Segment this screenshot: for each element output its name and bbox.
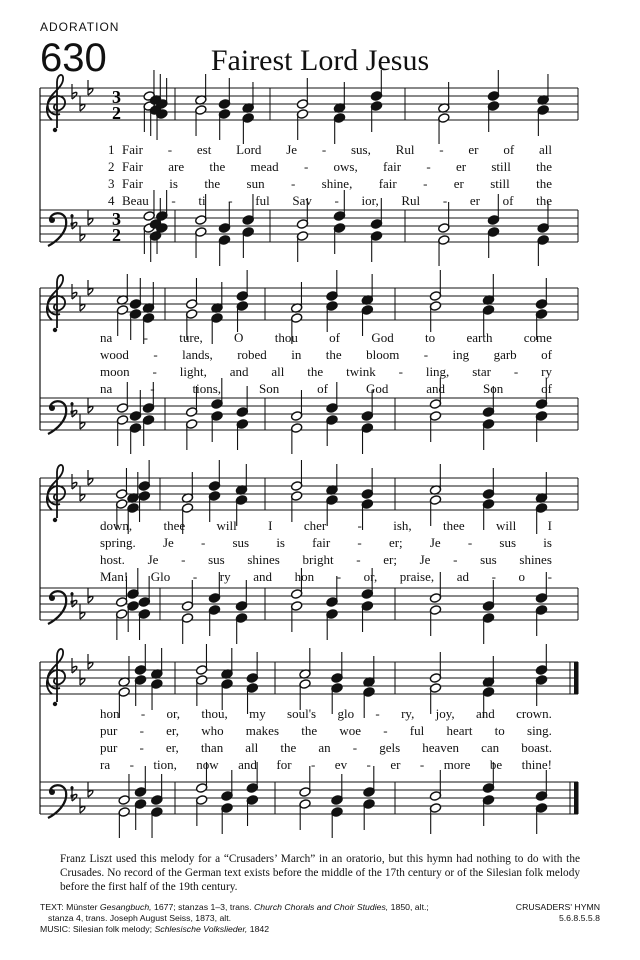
lyric-syllable: ing <box>452 347 470 362</box>
lyric-line <box>100 740 552 756</box>
lyric-syllable: of <box>329 330 341 345</box>
lyric-syllable: sus <box>208 552 225 567</box>
lyric-syllable: - <box>426 159 431 174</box>
lyric-syllable: thee <box>163 518 186 533</box>
lyric-line <box>100 569 552 585</box>
lyric-syllable: spring. <box>100 535 136 550</box>
lyric-syllable: light, <box>179 364 207 379</box>
lyric-syllable: - <box>357 518 362 533</box>
lyric-syllable: for <box>276 757 292 772</box>
lyric-line <box>100 552 552 568</box>
lyric-syllable: are <box>168 159 185 174</box>
lyric-syllable: crown. <box>516 706 552 721</box>
lyric-syllable: Fair <box>122 159 143 174</box>
lyric-line <box>100 535 552 551</box>
lyric-syllable: of <box>502 193 514 208</box>
lyric-syllable: - <box>453 552 458 567</box>
lyric-syllable: star <box>472 364 491 379</box>
lyric-syllable: - <box>336 569 342 584</box>
lyric-syllable: is <box>276 535 285 550</box>
lyric-syllable: ture, <box>179 330 203 345</box>
lyric-syllable: Glo <box>150 569 171 584</box>
lyric-syllable: soul's <box>287 706 317 721</box>
lyric-syllable: gels <box>379 740 401 755</box>
lyric-syllable: na <box>100 330 113 345</box>
lyric-syllable: twink <box>346 364 376 379</box>
lyric-syllable: Je <box>419 552 431 567</box>
lyric-syllable: hon <box>294 569 315 584</box>
lyric-syllable: ling, <box>425 364 450 379</box>
lyric-syllable: - <box>419 757 425 772</box>
lyric-syllable: Son <box>258 381 280 396</box>
lyric-syllable: of <box>541 347 552 362</box>
lyric-syllable: will <box>216 518 237 533</box>
lyric-syllable: - <box>375 706 380 721</box>
lyric-syllable: the <box>280 740 297 755</box>
lyric-syllable: cher <box>303 518 327 533</box>
lyric-syllable: - <box>150 381 155 396</box>
lyric-syllable: - <box>398 364 403 379</box>
lyric-syllable: than <box>200 740 224 755</box>
lyric-syllable: still <box>491 159 511 174</box>
lyric-syllable: ry <box>219 569 231 584</box>
credits: TEXT: Münster Gesangbuch, 1677; stanzas 1–3, trans. Church Chorals and Choir Studies, 1850, alt.; stanza 4, trans. Joseph August Seiss, 1873, alt. MUSIC: Silesian folk melody; Schlesische Volkslieder, 1842 <box>40 902 429 934</box>
lyric-syllable: - <box>152 364 157 379</box>
lyric-syllable: - <box>167 142 173 157</box>
lyric-syllable: of <box>317 381 328 396</box>
lyric-syllable: and <box>253 569 273 584</box>
lyric-syllable: lands, <box>182 347 213 362</box>
lyric-syllable: ful <box>409 723 425 738</box>
lyric-syllable: - <box>192 569 198 584</box>
lyric-syllable: of <box>541 381 552 396</box>
lyric-line <box>122 193 552 209</box>
verse-number: 1 <box>108 142 115 157</box>
verse-number: 4 <box>108 193 115 208</box>
lyric-line <box>122 159 552 175</box>
verse-number: 3 <box>108 176 115 191</box>
lyric-line <box>100 381 552 397</box>
lyric-syllable: the <box>536 176 552 191</box>
lyric-syllable: ry, <box>401 706 415 721</box>
lyric-syllable: - <box>143 330 148 345</box>
tune-name: CRUSADERS' HYMN <box>515 902 600 912</box>
lyric-syllable: Je <box>286 142 298 157</box>
lyric-syllable: - <box>139 723 144 738</box>
verse-number: 2 <box>108 159 115 174</box>
lyric-syllable: - <box>491 569 496 584</box>
lyric-syllable: come <box>523 330 552 345</box>
lyric-syllable: joy, <box>435 706 455 721</box>
lyric-syllable: to <box>425 330 436 345</box>
lyric-syllable: Rul <box>401 193 421 208</box>
lyric-syllable: - <box>356 552 361 567</box>
hymn-number: 630 <box>40 36 107 80</box>
lyric-syllable: can <box>481 740 500 755</box>
lyric-syllable: will <box>496 518 517 533</box>
lyric-syllable: thou, <box>201 706 228 721</box>
lyric-syllable: sus, <box>351 142 371 157</box>
lyric-syllable: down, <box>100 518 133 533</box>
lyric-syllable: God <box>371 330 394 345</box>
lyric-syllable: of <box>503 142 515 157</box>
lyric-syllable: ful <box>255 193 270 208</box>
lyric-syllable: the <box>204 176 221 191</box>
lyric-syllable: - <box>139 740 144 755</box>
lyric-syllable: be <box>489 757 503 772</box>
lyric-syllable: - <box>153 347 158 362</box>
lyric-syllable: - <box>423 176 428 191</box>
lyric-syllable: ti <box>198 193 206 208</box>
lyric-syllable: ad <box>456 569 469 584</box>
lyric-syllable: er <box>455 159 467 174</box>
lyric-syllable: in <box>291 347 302 362</box>
lyric-syllable: - <box>383 723 388 738</box>
lyric-syllable: heart <box>446 723 473 738</box>
lyric-syllable: I <box>547 518 552 533</box>
lyric-syllable: Je <box>147 552 159 567</box>
lyric-syllable: the <box>536 193 552 208</box>
lyric-syllable: mead <box>250 159 279 174</box>
lyric-line <box>100 706 552 722</box>
lyric-syllable: praise, <box>399 569 435 584</box>
lyric-syllable: and <box>476 706 495 721</box>
lyric-syllable: - <box>228 193 233 208</box>
lyric-line <box>100 347 552 363</box>
lyric-syllable: er; <box>383 552 397 567</box>
lyric-syllable: the <box>209 159 226 174</box>
lyric-line <box>122 142 552 158</box>
lyric-syllable: est <box>196 142 212 157</box>
lyric-line <box>100 757 552 773</box>
lyric-syllable: Fair <box>122 142 143 157</box>
lyric-syllable: the <box>307 364 324 379</box>
lyric-syllable: the <box>536 159 552 174</box>
lyric-syllable: ows, <box>333 159 358 174</box>
lyric-syllable: is <box>543 535 552 550</box>
lyric-syllable: Rul <box>395 142 415 157</box>
lyric-syllable: - <box>357 535 362 550</box>
lyric-syllable: - <box>171 193 176 208</box>
lyric-syllable: er <box>390 757 401 772</box>
lyric-syllable: sus <box>499 535 517 550</box>
lyric-syllable: God <box>365 381 389 396</box>
lyric-line <box>100 723 552 739</box>
lyric-syllable: - <box>140 706 146 721</box>
lyric-syllable: - <box>352 740 358 755</box>
lyric-syllable: er; <box>388 535 403 550</box>
lyric-syllable: Sav <box>292 193 312 208</box>
lyric-syllable: - <box>423 347 429 362</box>
lyric-syllable: and <box>238 757 257 772</box>
lyric-syllable: heaven <box>422 740 460 755</box>
lyric-syllable: pur <box>100 723 118 738</box>
lyric-syllable: bloom <box>366 347 400 362</box>
lyric-syllable: ry <box>541 364 552 379</box>
lyric-syllable: host. <box>100 552 125 567</box>
lyric-syllable: - <box>181 552 186 567</box>
lyric-syllable: I <box>268 518 273 533</box>
lyric-syllable: shines <box>519 552 552 567</box>
lyric-syllable: er, <box>165 740 179 755</box>
lyric-syllable: bright <box>302 552 334 567</box>
lyric-syllable: the <box>325 347 342 362</box>
lyric-syllable: and <box>426 381 446 396</box>
lyric-syllable: tion, <box>153 757 177 772</box>
lyric-syllable: O <box>234 330 244 345</box>
lyric-syllable: - <box>439 142 444 157</box>
lyric-syllable: sun <box>246 176 265 191</box>
lyric-syllable: or, <box>363 569 378 584</box>
lyric-syllable: ev <box>334 757 348 772</box>
lyric-syllable: wood <box>100 347 129 362</box>
lyric-syllable: Je <box>162 535 174 550</box>
lyric-syllable: ish, <box>393 518 412 533</box>
lyric-syllable: - <box>547 569 552 584</box>
lyric-syllable: - <box>311 757 316 772</box>
lyric-syllable: - <box>366 757 371 772</box>
lyric-line <box>100 330 552 346</box>
time-signature-bottom: 2 <box>112 103 121 123</box>
lyric-syllable: Fair <box>122 176 143 191</box>
lyric-syllable: an <box>318 740 331 755</box>
lyric-syllable: all <box>271 364 285 379</box>
lyric-syllable: and <box>229 364 249 379</box>
lyric-syllable: shines <box>247 552 280 567</box>
lyric-syllable: all <box>245 740 259 755</box>
lyric-syllable: fair <box>312 535 331 550</box>
lyric-line <box>122 176 552 192</box>
lyric-syllable: Son <box>482 381 504 396</box>
lyric-syllable: thine! <box>521 757 552 772</box>
time-signature-bottom: 2 <box>112 225 121 245</box>
lyric-syllable: makes <box>245 723 280 738</box>
lyric-syllable: woe <box>339 723 362 738</box>
lyric-syllable: sing. <box>527 723 552 738</box>
lyric-syllable: - <box>334 193 339 208</box>
lyric-syllable: to <box>494 723 505 738</box>
lyric-syllable: garb <box>493 347 517 362</box>
lyric-syllable: glo <box>337 706 355 721</box>
lyric-syllable: shine, <box>321 176 353 191</box>
lyric-syllable: moon <box>100 364 130 379</box>
lyric-syllable: is <box>169 176 178 191</box>
lyric-syllable: who <box>201 723 224 738</box>
time-signature-top: 3 <box>112 87 121 107</box>
lyric-syllable: the <box>301 723 318 738</box>
lyric-syllable: - <box>321 142 327 157</box>
lyric-syllable: Man! <box>100 569 129 584</box>
lyric-syllable: - <box>290 176 296 191</box>
lyric-syllable: - <box>200 535 206 550</box>
time-signature-top: 3 <box>112 209 121 229</box>
lyric-syllable: o <box>518 569 525 584</box>
lyric-syllable: - <box>467 535 473 550</box>
lyric-syllable: thee <box>443 518 465 533</box>
lyric-syllable: tions, <box>192 381 222 396</box>
section-heading: ADORATION <box>40 20 120 34</box>
lyric-syllable: or, <box>166 706 181 721</box>
lyric-line <box>100 364 552 380</box>
lyric-syllable: thou <box>274 330 298 345</box>
lyric-syllable: my <box>249 706 266 721</box>
lyric-syllable: Je <box>429 535 441 550</box>
lyric-syllable: er, <box>166 723 179 738</box>
lyric-syllable: earth <box>466 330 493 345</box>
lyric-line <box>100 518 552 534</box>
lyric-syllable: ra <box>100 757 111 772</box>
lyric-syllable: sus <box>232 535 250 550</box>
lyric-syllable: all <box>538 142 552 157</box>
lyric-syllable: robed <box>237 347 267 362</box>
lyric-syllable: na <box>100 381 113 396</box>
lyric-syllable: boast. <box>521 740 552 755</box>
lyric-syllable: pur <box>100 740 118 755</box>
lyric-syllable: still <box>490 176 510 191</box>
lyric-syllable: Lord <box>236 142 262 157</box>
lyric-syllable: Beau <box>122 193 149 208</box>
lyric-syllable: er <box>453 176 464 191</box>
lyric-syllable: er <box>468 142 479 157</box>
lyric-syllable: er <box>469 193 480 208</box>
lyric-syllable: more <box>443 757 471 772</box>
tune-info <box>516 902 600 924</box>
lyric-syllable: - <box>303 159 309 174</box>
hymn-title: Fairest Lord Jesus <box>210 44 430 77</box>
lyric-syllable: - <box>129 757 134 772</box>
lyric-syllable: fair <box>378 176 397 191</box>
lyric-syllable: sus <box>480 552 497 567</box>
lyric-syllable: fair <box>383 159 402 174</box>
lyric-syllable: - <box>442 193 448 208</box>
tune-meter: 5.6.8.5.5.8 <box>558 913 600 923</box>
lyric-syllable: hon <box>100 706 120 721</box>
lyric-syllable: ior, <box>361 193 379 208</box>
historical-note: Franz Liszt used this melody for a “Crusaders’ March” in an oratorio, but this hymn had nothing to do with the Crusades. No record of the German text exists before the middle of the 17th century or of the Silesian folk melody before the first half of the 19th century. <box>60 853 580 893</box>
lyric-syllable: - <box>513 364 519 379</box>
lyric-syllable: now <box>196 757 219 772</box>
